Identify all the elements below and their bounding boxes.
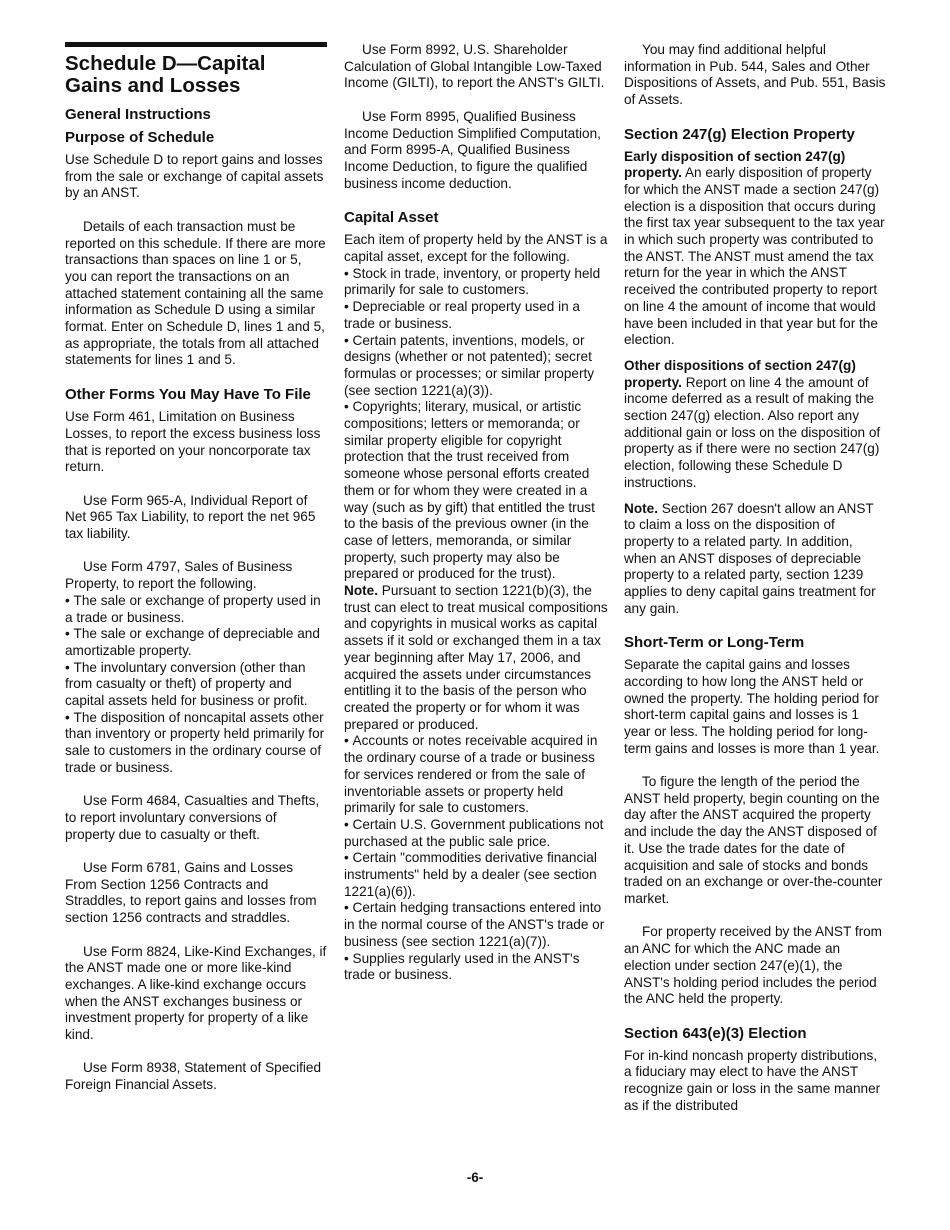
capital-asset-list-b: [344, 733, 608, 984]
column-1: [65, 42, 327, 1111]
form-8824-paragraph: Use Form 8824, Like-Kind Exchanges, if the ANST made one or more like-kind exchanges. A like-kind exchange occurs when the ANST exchanges business or investment property for property of a like kind.: [65, 943, 327, 1043]
list-item: • Copyrights; literary, musical, or artistic compositions; letters or memoranda; or similar property eligible for copyright protection that the trust received from someone whose personal efforts created them or for whom they were created in a way (such as by gift) that entitled the trust to the basis of the previous owner (in the case of letters, memoranda, or similar property, such property may also be prepared or produced for the trust).: [344, 399, 608, 583]
page-title: Schedule D—Capital Gains and Losses: [65, 52, 266, 97]
list-item: • Supplies regularly used in the ANST's trade or business.: [344, 951, 608, 984]
form-4684-paragraph: Use Form 4684, Casualties and Thefts, to report involuntary conversions of property due to casualty or theft.: [65, 793, 320, 842]
page-number: -6-: [466, 1170, 484, 1185]
pubs-paragraph: You may find additional helpful information in Pub. 544, Sales and Other Dispositions of Assets, and Pub. 551, Basis of Assets.: [624, 42, 886, 108]
purpose-paragraph-2: Details of each transaction must be reported on this schedule. If there are more transactions than spaces on line 1 or 5, you can report the transactions on an attached statement containing all the same information as Schedule D using a similar format. Enter on Schedule D, lines 1 and 5, as appropriate, the totals from all attached statements for lines 1 and 5.: [65, 218, 326, 368]
other-dispositions-text: Report on line 4 the amount of income deferred as a result of making the section 247(g) election. Also report any additional gain or loss on the disposition of property as if there were no section 247(g) election, following these Schedule D instructions.: [624, 374, 881, 490]
form-8992-paragraph: Use Form 8992, U.S. Shareholder Calculation of Global Intangible Low-Taxed Income (GILTI), to report the ANST's GILTI.: [344, 42, 605, 91]
form-965a-paragraph: Use Form 965-A, Individual Report of Net 965 Tax Liability, to report the net 965 tax liability.: [65, 492, 316, 542]
list-item: • Certain hedging transactions entered into in the normal course of the ANST's trade or business (see section 1221(a)(7)).: [344, 900, 608, 950]
term-paragraph-2: To figure the length of the period the ANST held property, begin counting on the day after the ANST acquired the property and include the day the ANST disposed of it. Use the trade dates for the date of acquisition and sale of stocks and bonds traded on an exchange or over-the-counter market.: [624, 774, 883, 906]
list-item: • The sale or exchange of property used in a trade or business.: [65, 593, 327, 626]
list-item: • The sale or exchange of depreciable and amortizable property.: [65, 626, 327, 659]
list-item: • Stock in trade, inventory, or property held primarily for sale to customers.: [344, 266, 608, 299]
term-paragraph-1: Separate the capital gains and losses according to how long the ANST held or owned the property. The holding period for short-term capital gains and losses is 1 year or less. The holding period for long-term gains and losses is more than 1 year.: [624, 657, 880, 756]
capital-asset-intro: Each item of property held by the ANST is a capital asset, except for the following.: [344, 232, 608, 265]
capital-asset-heading: Capital Asset: [344, 209, 439, 227]
form-8995-paragraph: Use Form 8995, Qualified Business Income Deduction Simplified Computation, and Form 8995-A, Qualified Business Income Deduction, to figure the qualified business income deduction.: [344, 108, 601, 191]
section-643-paragraph: For in-kind noncash property distributions, a fiduciary may elect to have the ANST recognize gain or loss in the same manner as if the distributed: [624, 1047, 881, 1113]
other-forms-heading: Other Forms You May Have To File: [65, 386, 311, 404]
note-label: Note.: [344, 583, 378, 599]
section-247g-heading: Section 247(g) Election Property: [624, 125, 855, 143]
column-2: [344, 42, 608, 984]
purpose-heading: Purpose of Schedule: [65, 129, 215, 146]
section-267-note: [624, 501, 888, 618]
other-dispositions-label: Other dispositions of section 247(g) property.: [624, 357, 856, 390]
capital-asset-list-a: [344, 266, 608, 583]
list-item: • Certain "commodities derivative financial instruments" held by a dealer (see section 1221(a)(6)).: [344, 850, 608, 900]
short-long-term-heading: Short-Term or Long-Term: [624, 634, 805, 652]
form-461-paragraph: Use Form 461, Limitation on Business Losses, to report the excess business loss that is reported on your noncorporate tax return.: [65, 409, 321, 475]
form-8938-paragraph: Use Form 8938, Statement of Specified Foreign Financial Assets.: [65, 1060, 322, 1093]
list-item: • Accounts or notes receivable acquired in the ordinary course of a trade or business for services rendered or from the sale of inventoriable assets or property held primarily for sale to customers.: [344, 733, 608, 817]
section-643-heading: Section 643(e)(3) Election: [624, 1024, 807, 1042]
note-text: Section 267 doesn't allow an ANST to claim a loss on the disposition of property to a related party. In addition, when an ANST disposes of depreciable property to a related party, section 1239 applies to deny capital gains treatment for any gain.: [624, 500, 876, 616]
note-text: Pursuant to section 1221(b)(3), the trust can elect to treat musical compositions and copyrights in musical works as capital assets if it sold or exchanged them in a tax year beginning after May 17, 2006, and acquired the assets under circumstances entitling it to the basis of the person who created the property or for whom it was prepared or produced.: [344, 583, 608, 732]
early-disposition-paragraph: [624, 149, 888, 349]
list-item: • Depreciable or real property used in a trade or business.: [344, 299, 608, 332]
other-dispositions-paragraph: [624, 358, 888, 492]
early-disposition-text: An early disposition of property for which the ANST made a section 247(g) election is a disposition that occurs during the first tax year subsequent to the tax year in which such property was contributed to the ANST. The ANST must amend the tax return for the year in which the ANST received the contributed property to report on line 4 the amount of income that would have been included in that year but for the election.: [624, 165, 885, 348]
list-item: • The involuntary conversion (other than from casualty or theft) of property and capital assets held for business or profit.: [65, 660, 327, 710]
list-item: • The disposition of noncapital assets other than inventory or property held primarily for sale to customers in the ordinary course of trade or business.: [65, 710, 327, 777]
form-4797-list: [65, 593, 327, 777]
column-3: [624, 42, 888, 1114]
form-6781-paragraph: Use Form 6781, Gains and Losses From Section 1256 Contracts and Straddles, to report gains and losses from section 1256 contracts and straddles.: [65, 860, 317, 926]
term-paragraph-3: For property received by the ANST from an ANC for which the ANC made an election under section 247(e)(1), the ANST's holding period includes the period the ANC held the property.: [624, 924, 883, 1007]
purpose-paragraph-1: Use Schedule D to report gains and losses from the sale or exchange of capital assets by an ANST.: [65, 152, 324, 201]
early-disposition-label: Early disposition of section 247(g) property.: [624, 148, 846, 181]
form-4797-paragraph: Use Form 4797, Sales of Business Property, to report the following.: [65, 559, 293, 592]
list-item: • Certain patents, inventions, models, or designs (whether or not patented); secret formulas or processes; or similar property (see section 1221(a)(3)).: [344, 333, 608, 400]
general-instructions-heading: General Instructions: [65, 106, 211, 123]
capital-asset-note: [344, 583, 608, 733]
list-item: • Certain U.S. Government publications not purchased at the public sale price.: [344, 817, 608, 850]
note-label: Note.: [624, 500, 658, 516]
title-rule: [65, 42, 327, 47]
